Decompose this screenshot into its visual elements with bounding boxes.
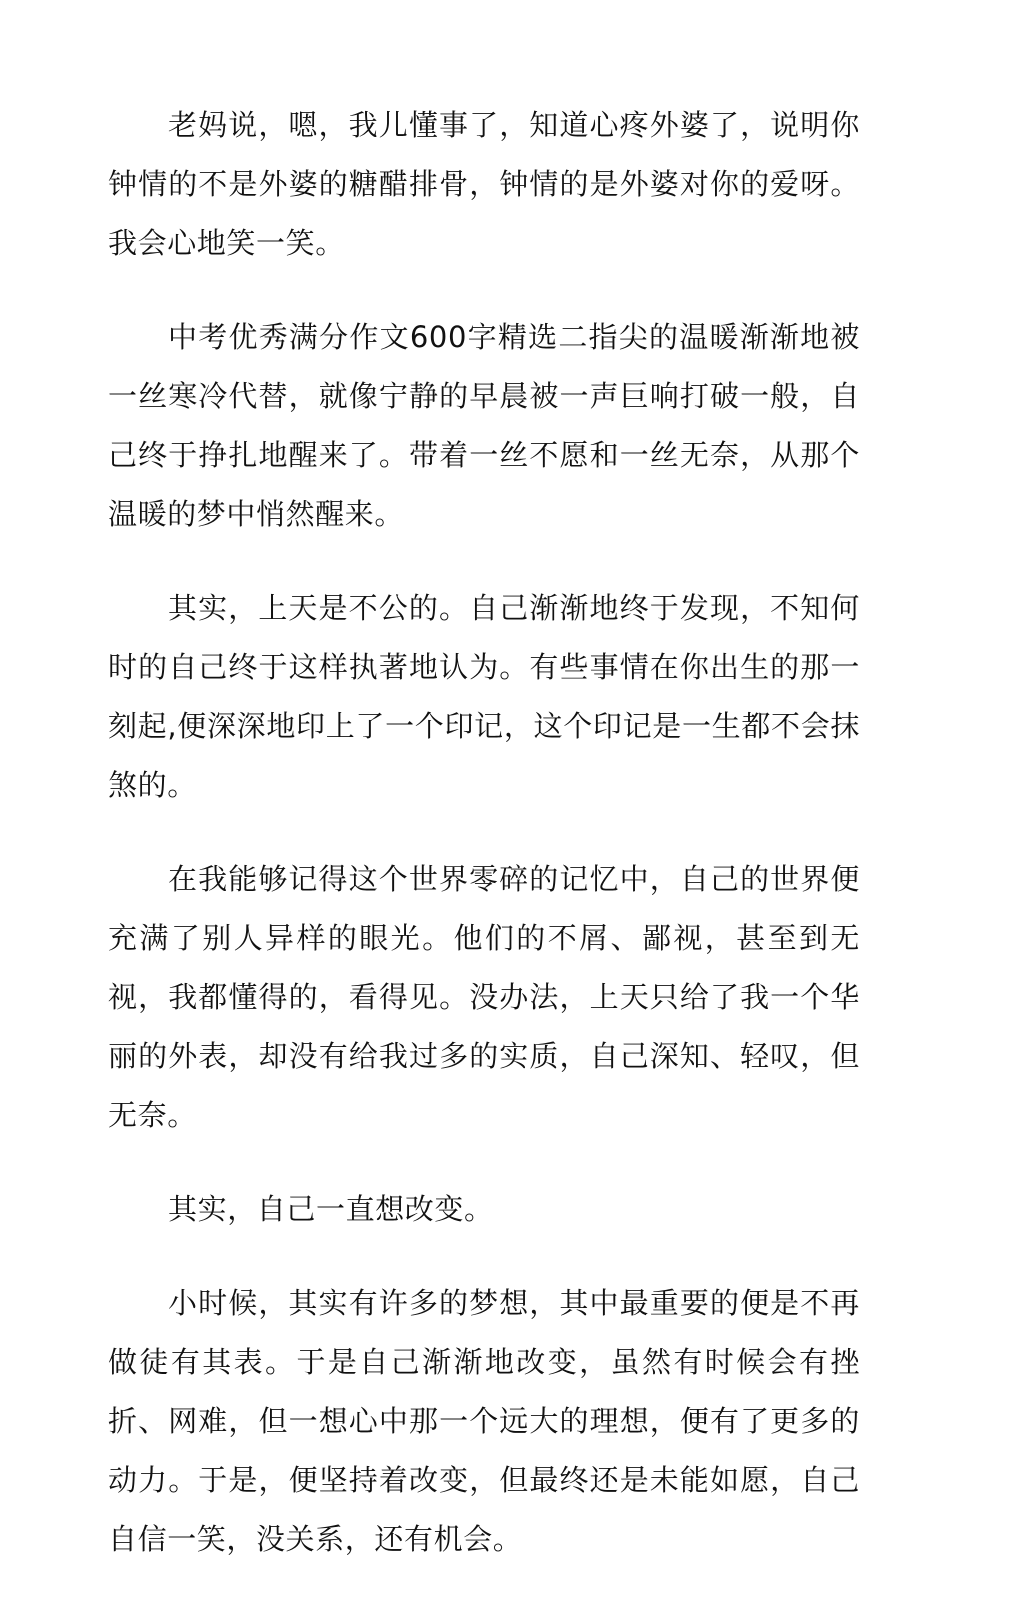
paragraph-6: 小时候，其实有许多的梦想，其中最重要的便是不再做徒有其表。于是自己渐渐地改变，虽然有时候会有挫折、网难，但一想心中那一个远大的理想，便有了更多的动力。于是，便坚持着改变，但最终还是未能如愿，自己自信一笑，没关系，还有机会。 bbox=[108, 1286, 860, 1556]
paragraph-4: 在我能够记得这个世界零碎的记忆中，自己的世界便充满了别人异样的眼光。他们的不屑、鄙视，甚至到无视，我都懂得的，看得见。没办法，上天只给了我一个华丽的外表，却没有给我过多的实质，自己深知、轻叹，但无奈。 bbox=[108, 862, 860, 1132]
paragraph-1: 老妈说，嗯，我儿懂事了，知道心疼外婆了，说明你钟情的不是外婆的糖醋排骨，钟情的是外婆对你的爱呀。我会心地笑一笑。 bbox=[108, 108, 860, 260]
paragraph-5: 其实，自己一直想改变。 bbox=[168, 1192, 494, 1226]
paragraph-3: 其实，上天是不公的。自己渐渐地终于发现，不知何时的自己终于这样执著地认为。有些事情在你出生的那一刻起,便深深地印上了一个印记，这个印记是一生都不会抹煞的。 bbox=[108, 591, 860, 802]
paragraph-2: 中考优秀满分作文600字精选二指尖的温暖渐渐地被一丝寒冷代替，就像宁静的早晨被一声巨响打破一般，自己终于挣扎地醒来了。带着一丝不愿和一丝无奈，从那个温暖的梦中悄然醒来。 bbox=[108, 320, 860, 531]
essay-body bbox=[108, 96, 860, 1604]
